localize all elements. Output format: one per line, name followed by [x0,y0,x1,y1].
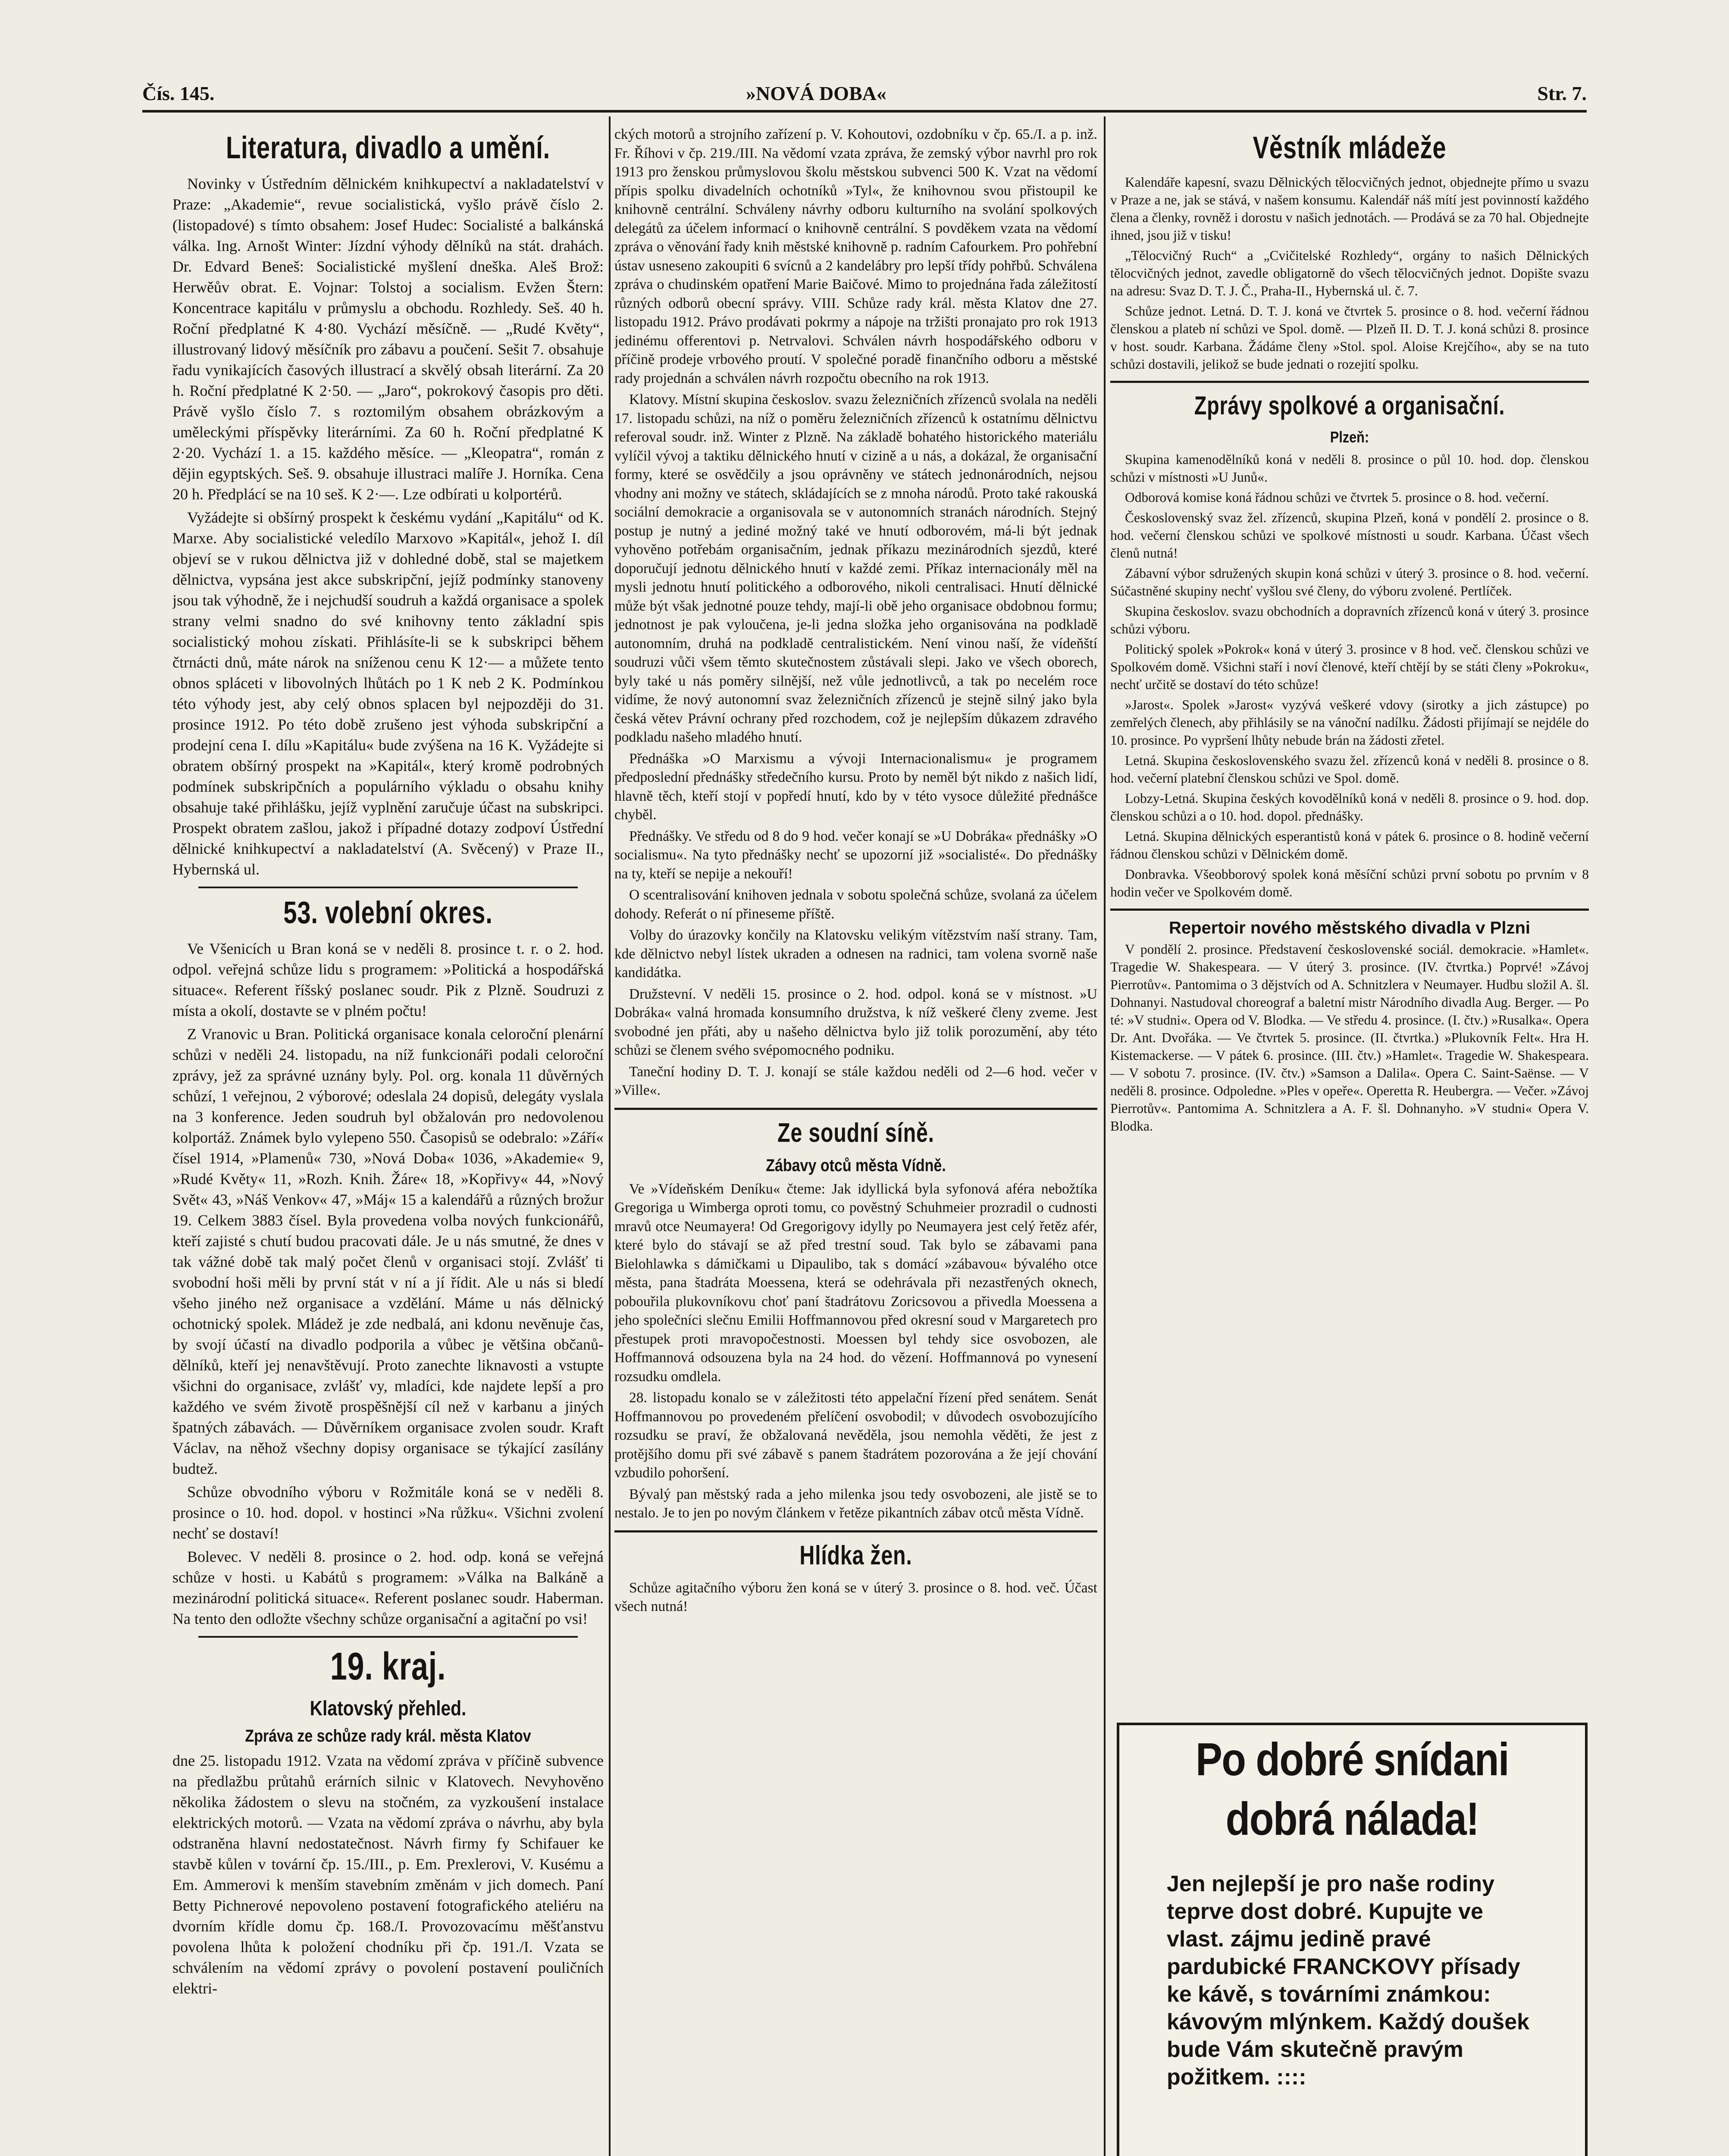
article-paragraph: V pondělí 2. prosince. Představení československé sociál. demokracie. »Hamlet«. Tragedie W. Shakespeara. — V úterý 3. prosince. (IV. čtvrtka.) Poprvé! »Závoj Pierrotův«. Pantomima o 3 dějstvích od A. Schnitzlera v Neumayer. Hudbu složil A. šl. Dohnanyi. Nastudoval choreograf a baletní mistr Národního divadla Aug. Berger. — Po té: »V studni«. Opera od V. Blodka. — Ve středu 4. prosince. (I. čtv.) »Rusalka«. Opera Dr. Ant. Dvořáka. — Ve čtvrtek 5. prosince. (II. čtvrtka.) »Plukovník Felt«. Hra H. Kistemackerse. — V pátek 6. prosince. (III. čtv.) »Hamlet«. Tragedie W. Shakespeara. — V sobotu 7. prosince. (IV. čtv.) »Samson a Dalila«. Opera C. Saint-Saënse. — V neděli 8. prosince. Odpoledne. »Ples v opeře«. Operetta R. Heubergra. — Večer. »Závoj Pierrotův«. Pantomima A. Schnitzlera a A. F. šl. Dohnanyho. »V studni« Opera V. Blodka. [1110,942,1589,1134]
ad-headline: dobrá nálada! [1225,1792,1479,1845]
article-paragraph: Politický spolek »Pokrok« koná v úterý 3. prosince v 8 hod. več. členskou schůzi ve Spolkovém domě. Všichni staří i noví členové, kteří chtějí by se státi členy »Pokroku«, nechť určitě se dostaví do této schůze! [1110,642,1589,692]
article-paragraph: Schůze obvodního výboru v Rožmitále koná se v neděli 8. prosince o 10. hod. dopol. v hostinci »Na růžku«. Všichni zvolení nechť se dostaví! [172,1483,604,1542]
repertoire-title: Repertoir nového městského divadla v Plzni [1168,918,1530,937]
issue-number: Čís. 145. [142,82,215,104]
article-paragraph: Taneční hodiny D. T. J. konají se stále každou neděli od 2—6 hod. večer v »Ville«. [614,1063,1097,1098]
article-paragraph: Novinky v Ústředním dělnickém knihkupectví a nakladatelství v Praze: „Akademie“, revue socialistická, vyšlo právě číslo 2. (listopadové) s tímto obsahem: Josef Hudec: Socialisté a balkánská válka. Ing. Arnošt Winter: Jízdní výhody dělníků na stát. drahách. Dr. Edvard Beneš: Socialistické myšlení dneška. Aleš Brož: Herwěův obrat. E. Vojnar: Tolstoj a socialism. Evžen Štern: Koncentrace kapitálu v průmyslu a obchodu. Rozhledy. Seš. 40 h. Roční předplatné K 4·80. Vychází měsíčně. — „Rudé Květy“, illustrovaný lidový měsíčník pro zábavu a poučení. Sešit 7. obsahuje řadu vynikajících časových illustrací a skvělý obsah literární. Za 20 h. Roční předplatné K 2·50. — „Jaro“, pokrokový časopis pro děti. Právě vyšlo číslo 7. s roztomilým obsahem obrázkovým a uměleckými příspěvky literárními. Za 60 h. Roční předplatné K 2·20. Vychází 1. a 15. každého měsíce. — „Kleopatra“, román z dějin egyptských. Seš. 9. obsahuje illustraci malíře J. Horníka. Cena 20 h. Předplácí se na 10 seš. K 2·—. Lze odbírati u kolportérů. [172,175,604,503]
header-rule [142,110,1587,113]
column-2 [614,125,1097,1619]
article-paragraph: dne 25. listopadu 1912. Vzata na vědomí zpráva v příčině subvence na předlažbu průtahů erárních silnic v Klatovech. Nevyhověno několika žádostem o slevu na stočném, za vyzkoušení instalace elektrických motorů. — Vzata na vědomí zpráva o návrhu, aby byla odstraněna hlavní nedostatečnost. Návrh firmy fy Schifauer ke stavbě kůlen v tovární čp. 15./III., p. Em. Prexlerovi, V. Kusému a Em. Ammerovi k menším stavebním změnám v jich domech. Paní Betty Pichnerové nepovoleno postavení fotografického ateliéru na dvorním křídle domu čp. 168./I. Provozovacímu měšťanstvu povolena lhůta k položení chodníku při čp. 191./I. Vzata se schválením na vědomí zprávy o povolení postavení pouličních elektri- [172,1752,604,1997]
article-paragraph: Zábavní výbor sdružených skupin koná schůzi v úterý 3. prosince o 8. hod. večerní. Súčastněné skupiny nechť vyšlou své členy, do výboru zvolené. Pertlíček. [1110,566,1589,599]
page-header [142,82,1587,108]
article-paragraph: Lobzy-Letná. Skupina českých kovodělníků koná v neděli 8. prosince o 9. hod. dop. členskou schůzi a o 10. hod. dopol. přednášky. [1110,791,1589,824]
article-paragraph: „Tělocvičný Ruch“ a „Cvičitelské Rozhledy“, orgány to našich Dělnických tělocvičných jednot, zavedle obligatorně do všech tělocvičných jednot. Dopište svazu na adresu: Svaz D. T. J. Č., Praha-II., Hybernská ul. č. 7. [1110,248,1589,298]
article-paragraph: Československý svaz žel. zřízenců, skupina Plzeň, koná v pondělí 2. prosince o 8. hod. večerní členskou schůzi ve spolkové místnosti u soudr. Karbana. Účast všech členů nutná! [1110,510,1589,561]
article-paragraph: Kalendáře kapesní, svazu Dělnických tělocvičných jednot, objednejte přímo u svazu v Praze a ne, jak se stává, v našem konsumu. Kalendář náš mítí jest povinností každého člena a členky, rovněž i dorostu v našich jednotách. — Prodává se za 70 hal. Objednejte ihned, jsou již v tisku! [1110,175,1589,243]
subheading-klatovy: Klatovský přehled. [310,1697,467,1720]
column-1 [172,125,604,2001]
article-paragraph: Přednáška »O Marxismu a vývoji Internacionalismu« je programem předposlední přednášky středečního kursu. Proto by neměl být nikdo z našich lidí, hlavně těch, kteří stojí v popředí hnutí, kdo by v této vysoce důležité přednášce chyběl. [614,750,1097,823]
newspaper-title: »NOVÁ DOBA« [746,82,886,104]
ad-headline: Po dobré snídani [1196,1733,1509,1785]
article-paragraph: Vyžádejte si obšírný prospekt k českému vydání „Kapitálu“ od K. Marxe. Aby socialistické veledílo Marxovo »Kapitál«, jehož I. díl objeví se v rukou dělnictva již v dohledné době, stal se majetkem dělnictva, vypsána jest akce subskripční, jejíž podmínky stanoveny jsou tak výhodně, že i nejchudší soudruh a každá organisace a spolek strany velmi snadno do své knihovny tento základní spis socialistický mohou získati. Přihlásíte-li se k subskripci během čtrnácti dnů, máte nárok na sníženou cenu K 12·— a můžete tento obnos spláceti v libovolných lhůtách po 1 K neb 2 K. Podmínkou této výhody jest, aby celý obnos splacen byl nejpozději do 31. prosince 1912. Po této době zrušeno jest výhoda subskripční a prodejní cena I. dílu »Kapitálu« bude zvýšena na 16 K. Vyžádejte si obratem obšírný prospekt na »Kapitál«, který kromě podrobných podmínek subskripčních a populárního výkladu o obsahu knihy obsahuje také přihlášku, jejíž vyplnění zaručuje účast na subskripci. Prospekt obratem zašlou, jakož i případné dotazy zodpoví Ústřední dělnické knihkupectví a nakladatelství (A. Svěcený) v Praze II., Hybernská ul. [172,509,604,878]
article-paragraph: Schůze agitačního výboru žen koná se v úterý 3. prosince o 8. hod. več. Účast všech nutná! [614,1579,1097,1614]
article-paragraph: Donbravka. Všeobborový spolek koná měsíční schůzi první sobotu po prvním v 8 hodin večer ve Spolkovém domě. [1110,867,1589,899]
section-heading-region: 19. kraj. [330,1645,446,1688]
article-paragraph: Přednášky. Ve středu od 8 do 9 hod. večer konají se »U Dobráka« přednášky »O socialismu«. Na tyto přednášky nechť se upozorní již »socialisté«. Do přednášky na ty, kteří se nepije a nekouří! [614,828,1097,882]
section-heading-court: Ze soudní síně. [777,1118,934,1148]
separator [1110,909,1589,911]
subheading-council: Zpráva ze schůze rady král. města Klatov [245,1727,531,1745]
section-heading-youth: Věstník mládeže [1253,131,1447,165]
article-paragraph: Volby do úrazovky končily na Klatovsku velikým vítězstvím naší strany. Tam, kde dělnictvo nebyl lístek ukraden a odnesen na radnici, tam volena svorně naše kandidátka. [614,927,1097,981]
article-paragraph: »Jarost«. Spolek »Jarost« vyzývá veškeré vdovy (sirotky a jich zástupce) po zemřelých členech, aby přihlásily se na vánoční nadílku. Žádosti přijímají se nejdéle do 10. prosince. Po vypršení lhůty nebude brán na žádosti zřetel. [1110,697,1589,748]
separator [198,887,578,888]
article-paragraph: O scentralisování knihoven jednala v sobotu společná schůze, svolaná za účelem dohody. Referát o ní přineseme příště. [614,887,1097,922]
article-paragraph: ckých motorů a strojního zařízení p. V. Kohoutovi, ozdobníku v čp. 65./I. a p. inž. Fr. Říhovi v čp. 219./III. Na vědomí vzata zpráva, že zemský výbor navrhl pro rok 1913 pro ženskou průmyslovou školu městskou subvenci 500 K. Vzat na vědomí přípis spolku divadelních ochotníků »Tyl«, že knihovnou svou přistoupil ke knihovně centrální. Schváleny návrhy odboru kulturního na svolání spolkových delegátů za účelem informací o knihovně centrální. S povděkem vzata na vědomí zpráva o věnování řady knih městské knihovně p. radním Cafourkem. Pro pohřební ústav usneseno zakoupiti 6 svícnů a 2 kandelábry pro lepší třídy pohřbů. Schválena zpráva o chudinském opatření Marie Baičové. Mimo to projednána řada záležitostí různých odborů obecní správy. VIII. Schůze rady král. města Klatov dne 27. listopadu 1912. Právo prodávati pokrmy a nápoje na tržišti pronajato pro rok 1913 jedinému offerentovi p. Netrvalovi. Schválen návrh hospodářského odboru v příčině prodeje vrbového proutí. V společné poradě finančního odboru a městské rady projednán a schválen návrh rozpočtu obecního na rok 1913. [614,126,1097,386]
article-paragraph: Letná. Skupina dělnických esperantistů koná v pátek 6. prosince o 8. hodině večerní řádnou členskou schůzi v Dělnickém domě. [1110,829,1589,862]
subheading-plzen: Plzeň: [1330,428,1369,446]
article-paragraph: Bolevec. V neděli 8. prosince o 2. hod. odp. koná se veřejná schůze v hosti. u Kabátů s programem: »Válka na Balkáně a mezinárodní politická situace«. Referent poslanec soudr. Haberman. Na tento den odložte všechny schůze organisační a agitační po vsi! [172,1548,604,1627]
article-paragraph: Bývalý pan městský rada a jeho milenka jsou tedy osvobozeni, ale jistě se to nestalo. Je to jen po novým článkem v řetěze pikantních zábav otců města Vídně. [614,1486,1097,1521]
article-paragraph: Skupina českoslov. svazu obchodních a dopravních zřízenců koná v úterý 3. prosince schůzi výboru. [1110,604,1589,636]
article-paragraph: Schůze jednot. Letná. D. T. J. koná ve čtvrtek 5. prosince o 8. hod. večerní řádnou členskou a plateb ní schůzi ve Spol. domě. — Plzeň II. D. T. J. koná schůzi 8. prosince v host. soudr. Karbana. Žádáme členy »Stol. spol. Aloise Krejčího«, aby se na tuto schůzi dostavili, jelikož se bude jednati o rozejití spolku. [1110,304,1589,372]
article-paragraph: Z Vranovic u Bran. Politická organisace konala celoroční plenární schůzi v neděli 24. listopadu, na níž funkcionáři podali celoroční zprávy, jež za správné uznány byly. Pol. org. konala 11 důvěrných schůzí, 1 veřejnou, 2 výborové; odeslala 24 dopisů, delegáty vyslala na 3 konference. Jeden soudruh byl obžalován pro nedovolenou kolportáž. Známek bylo vylepeno 550. Časopisů se odebralo: »Září« čísel 1914, »Plamenů« 730, »Nová Doba« 1036, »Akademie« 9, »Rudé Květy« 11, »Rozh. Knih. Žáre« 18, »Kopřivy« 44, »Nový Svět« 43, »Náš Venkov« 47, »Máj« 15 a kalendářů a různých brožur 19. Celkem 3883 čísel. Byla provedena volba nových funkcionářů, kteří zajisté s chutí budou pracovati dále. Je u nás smutné, že dnes v tak vážné době tak malý počet členů v organisaci stojí. Zvlášť ti svobodní hoši měli by první stát v ní a jí řídit. Ale u nás si bledí všeho jiného než organisace a vzdělání. Máme u nás dělnický ochotnický spolek. Mládež je zde nedbalá, ani kdonu nevěnuje čas, by svojí účastí na divadlo podporila a vůbec je většina občanů-dělníků, kteří jej nenavštěvují. Proto zanechte liknavosti a vstupte všichni do organisace, zvlášť vy, mladíci, kde najdete lepší a pro každého ve svém životě prospěšnější cíl než v karbanu a jiných špatných zábavách. — Důvěrníkem organisace zvolen soudr. Kraft Václav, na něhož všechny dopisy organisace se týkající zasílány budtež. [172,1025,604,1477]
article-paragraph: Klatovy. Místní skupina českoslov. svazu železničních zřízenců svolala na neděli 17. listopadu schůzi, na níž o poměru železničních zřízenců k ostatnímu dělnictvu referoval soudr. inž. Winter z Plzně. Na základě bohatého historického materiálu vylíčil vývoj a taktiku dělnického hnutí v cizině a u nás, a dokázal, že organisační formy, které se osvědčily a jsou oprávněny ve státech jednonárodních, nejsou vhodny ani možny ve státech, skládajících se z mnoha národů. Proto také rakouská sociální demokracie a organisovala se v autonomních stranách národních. Stejný postup je nutný a jediné možný také ve hnutí odborovém, má-li být jednak vyhověno potřebám organisačním, jednak příkazu mezinárodních sjezdů, které doporučují jednotu dělnického hnutí v každé zemi. Příkaz internacionály měl na mysli jednotu hnutí politického a odborového, nikoli centralisaci. Hnutí dělnické může být však jednotné pouze tehdy, mají-li obě jeho organisace obdobnou formu; jednotnost je pak vyloučena, je-li jedna složka jeho organisována na podkladě autonomním, druhá na podkladě centralistickém. Není vinou naší, že vídeňští soudruzi vůči všem těmto skutečnostem zůstávali slepi. Jako ve všech oborech, byly také u nás poměry silnější, než vůle jednotlivců, a tak po necelém roce vidíme, že nový autonomní svaz železničních zřízenců je stejně silný jako byla česká větev Právní ochrany před rozchodem, což je nejlepším důkazem zdravého podkladu našeho mladého hnutí. [614,392,1097,745]
column-rule-1 [609,116,611,2156]
subheading-vienna: Zábavy otců města Vídně. [766,1156,946,1175]
article-paragraph: Družstevní. V neděli 15. prosince o 2. hod. odpol. koná se v místnost. »U Dobráka« valná hromada konsumního družstva, k níž veškeré členy zveme. Jest svobodné jen přáti, aby u našeho dělnictva bylo již tolik porozumění, aby této schůzi se členem svého svépomocného podniku. [614,986,1097,1058]
section-heading-women: Hlídka žen. [799,1540,912,1570]
separator [614,1530,1097,1532]
article-paragraph: Odborová komise koná řádnou schůzi ve čtvrtek 5. prosince o 8. hod. večerní. [1125,490,1549,505]
separator [614,1108,1097,1110]
section-heading-district: 53. volební okres. [283,896,493,930]
article-paragraph: 28. listopadu konalo se v záležitosti této appelační řízení před senátem. Senát Hoffmannovou po provedeném přelíčení osvobodil; v důvodech osvobozujícího rozsudku se praví, že obžalovaná nevěděla, jsou nemohla věděti, že jest z protějšího domu při své zábavě s panem štadrátem pozorována a že její chování vzbudilo pohoršení. [614,1390,1097,1481]
section-heading-literature: Literatura, divadlo a umění. [226,131,551,165]
column-rule-2 [1104,116,1106,2156]
article-paragraph: Ve »Vídeňském Deníku« čteme: Jak idyllická byla syfonová aféra nebožtíka Gregoriga u Wimberga oproti tomu, co pověstný Schuhmeier prozradil o cudnosti mravů otce Neumayera! Od Gregorigovy idylly po Neumayera jest celý řetěz afér, které bylo do stávají se až před trestní soud. Tak bylo se zábavami pana Bielohlawka s dámičkami u Dipaulibo, tak s domácí »zábavou« bývalého otce města, pana štadráta Moessena, která se odehrávala při nezastřených oknech, pobouřila plukovníkovu choť paní štadrátovu Zoricsovou a přivedla Moessena a jeho společníci slečnu Emilii Hoffmannovou před okresní soud v Margaretech pro přestupek proti mravopočestnosti. Moessen byl tehdy sice osvobozen, ale Hoffmannová odsouzena byla na 24 hod. do vězení. Hoffmannová po vynesení rozsudku omdlela. [614,1181,1097,1385]
article-paragraph: Ve Všenicích u Bran koná se v neděli 8. prosince t. r. o 2. hod. odpol. veřejná schůze lidu s programem: »Politická a hospodářská situace«. Referent říšský poslanec soudr. Pik z Plzně. Soudruzi z místa a okolí, dostavte se v plném počtu! [172,940,604,1019]
column-3 [1110,125,1589,1138]
advertisement-franck [1117,1723,1588,2156]
separator [1110,381,1589,383]
ad-body: Jen nejlepší je pro naše rodiny teprve dost dobré. Kupujte ve vlast. zájmu jedině pravé pardubické FRANCKOVY přísady ke kávě, s továrními známkou: kávovým mlýnkem. Každý doušek bude Vám skutečně pravým požitkem. :::: [1167,1871,1530,2090]
page-number: Str. 7. [1537,82,1587,104]
article-paragraph: Letná. Skupina československého svazu žel. zřízenců koná v neděli 8. prosince o 8. hod. večerní platební členskou schůzi ve Spol. domě. [1110,753,1589,786]
section-heading-associations: Zprávy spolkové a organisační. [1194,391,1505,420]
separator [198,1636,578,1638]
article-paragraph: Skupina kamenodělníků koná v neděli 8. prosince o půl 10. hod. dop. členskou schůzi v místnosti »U Junů«. [1110,452,1589,485]
